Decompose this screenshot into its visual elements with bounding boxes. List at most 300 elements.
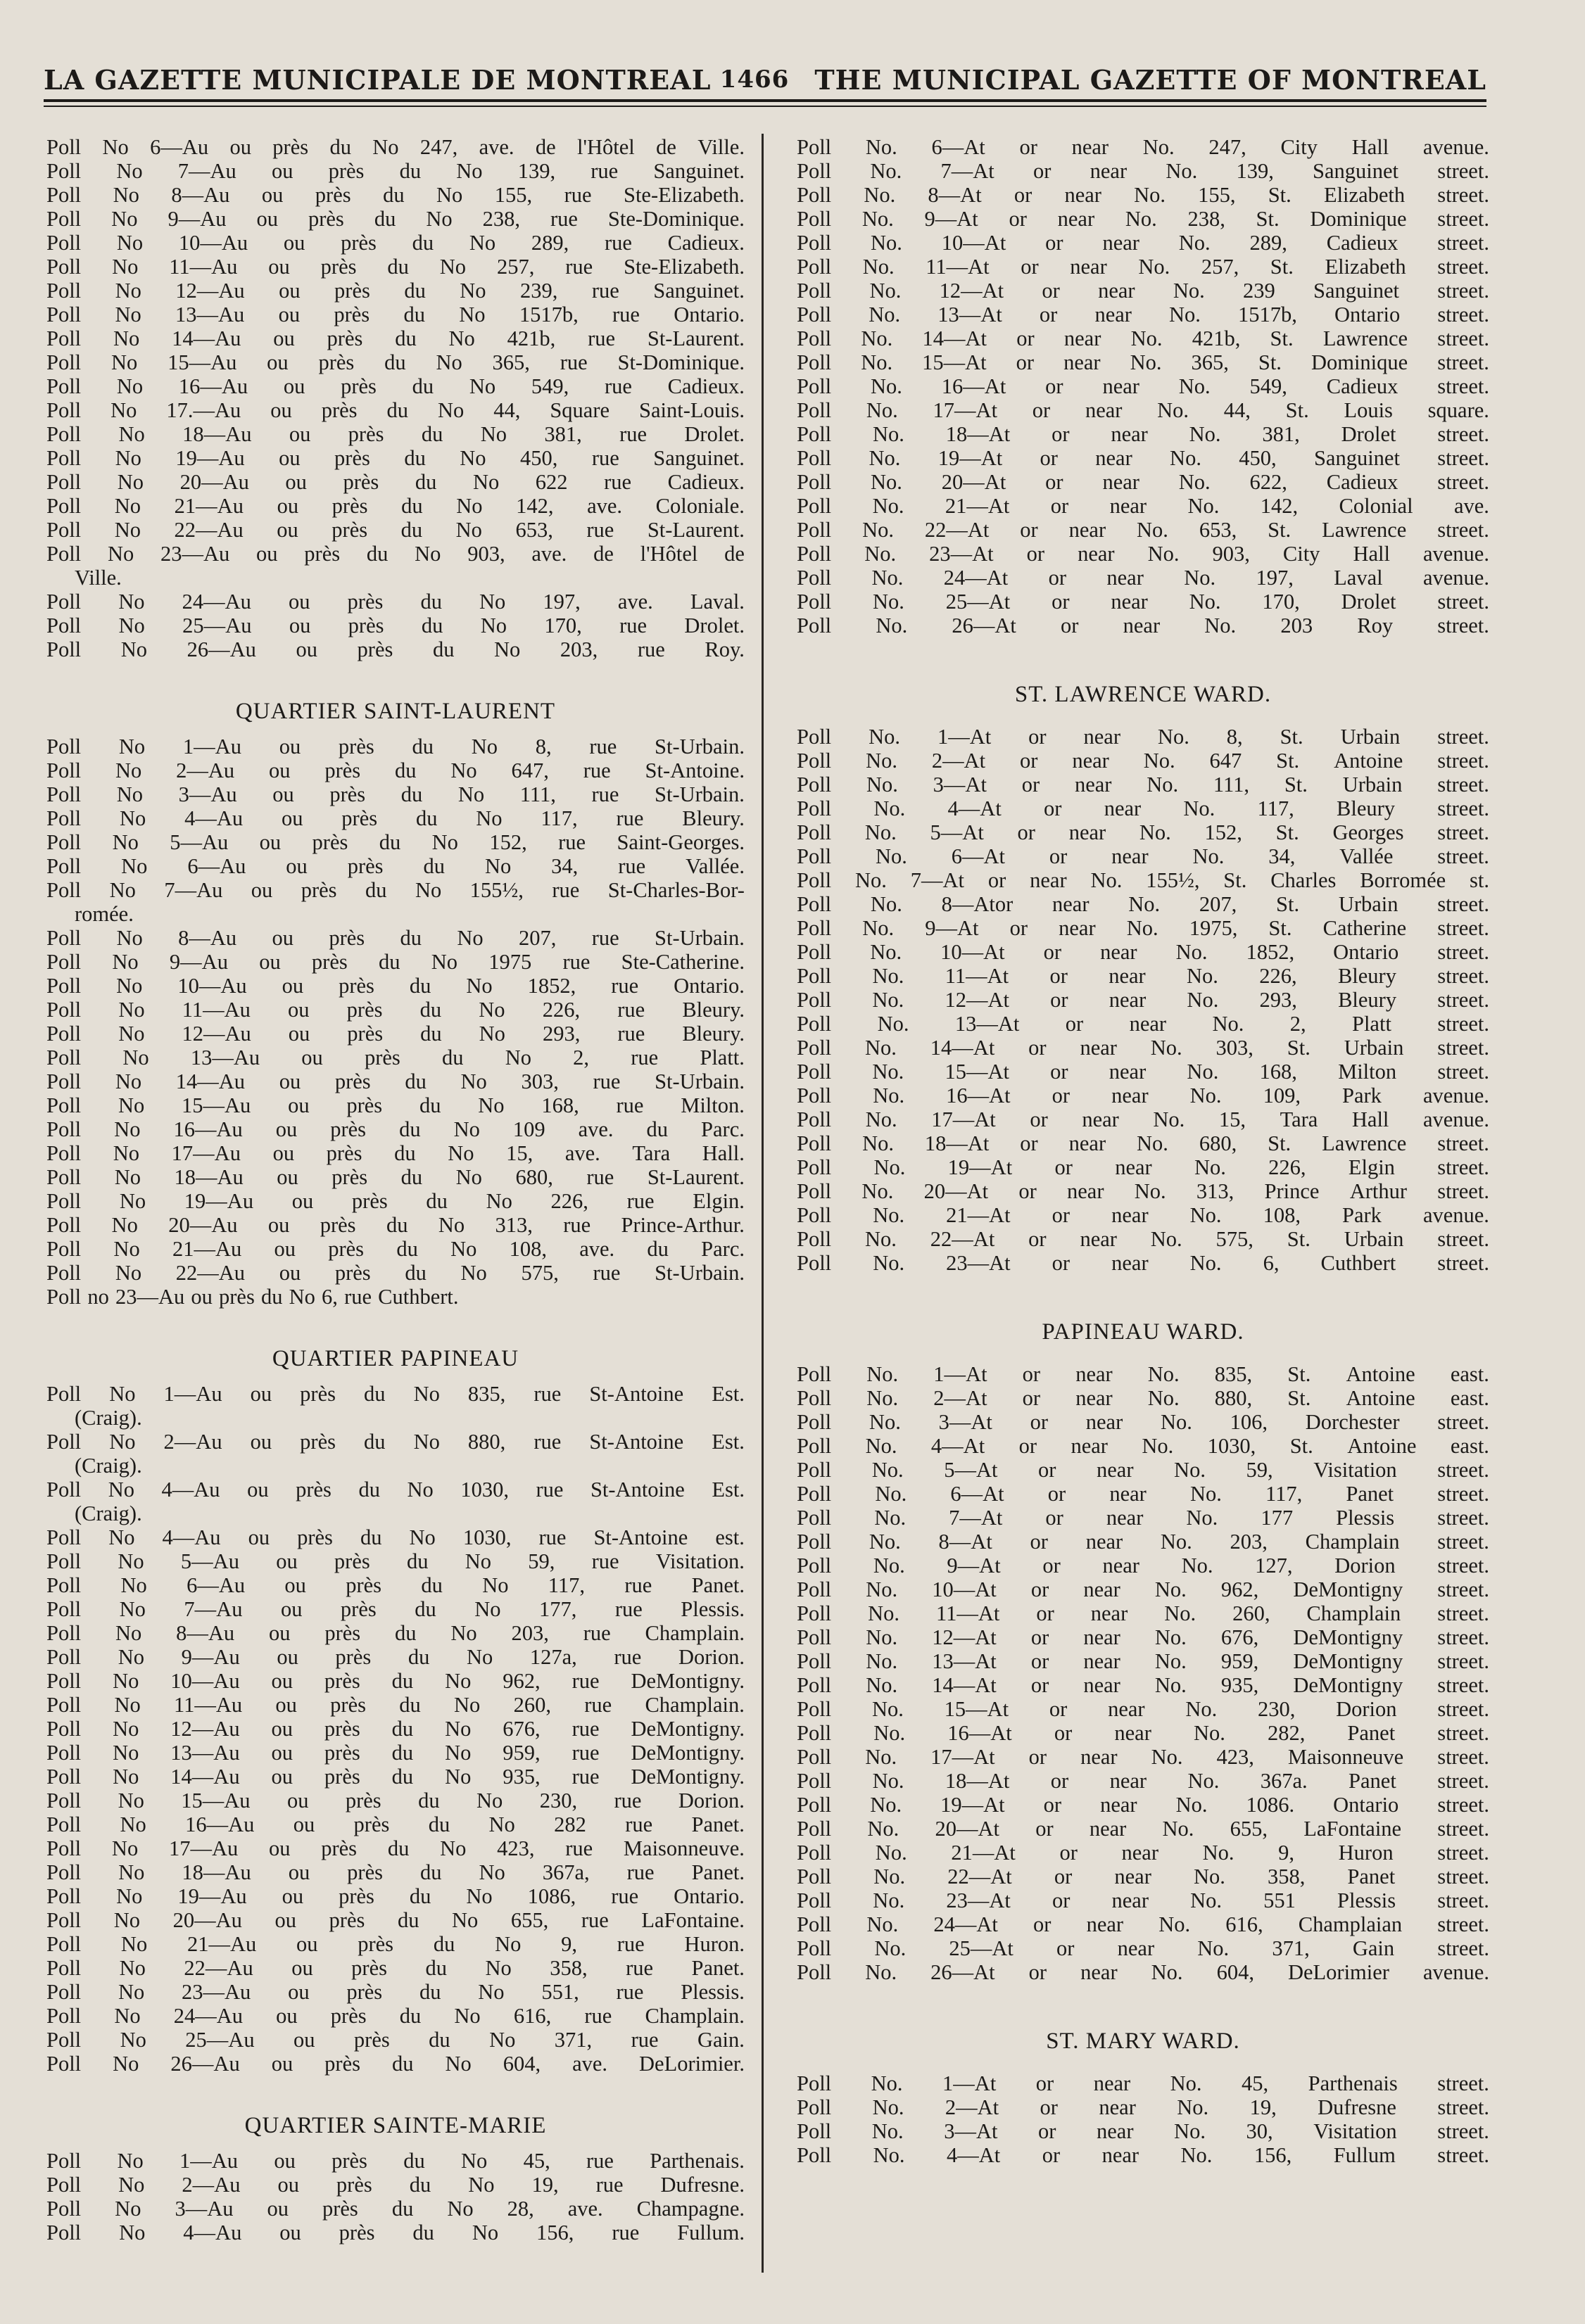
poll-entry bbox=[46, 1669, 745, 1693]
poll-entry-text: Poll No 26—Au ou près du No 604, ave. DeLorimier. bbox=[46, 2052, 745, 2076]
poll-entry-text: Poll No. 16—At or near No. 282, Panet street. bbox=[797, 1721, 1489, 1745]
poll-entry-text: Poll No 9—Au ou près du No 238, rue Ste-Dominique. bbox=[46, 207, 745, 231]
poll-entry-text: Poll No. 16—At or near No. 549, Cadieux street. bbox=[797, 374, 1489, 398]
poll-entry bbox=[797, 1721, 1489, 1745]
poll-entry-text: Poll No. 4—At or near No. 1030, St. Antoine east. bbox=[797, 1434, 1489, 1458]
poll-entry bbox=[797, 1625, 1489, 1649]
poll-entry-text: Poll No. 13—At or near No. 959, DeMontigny street. bbox=[797, 1649, 1489, 1673]
section-title: QUARTIER PAPINEAU bbox=[272, 1346, 519, 1371]
header-title-english: THE MUNICIPAL GAZETTE OF MONTREAL bbox=[814, 63, 1486, 96]
poll-entry-text: Poll No 14—Au ou près du No 421b, rue St-Laurent. bbox=[46, 326, 745, 350]
page-header bbox=[44, 55, 1486, 104]
poll-entry-text: Poll No. 12—At or near No. 293, Bleury street. bbox=[797, 988, 1489, 1012]
poll-entry bbox=[46, 1285, 745, 1309]
poll-entry bbox=[797, 1554, 1489, 1577]
poll-entry-text: Poll No. 12—At or near No. 239 Sanguinet street. bbox=[797, 279, 1489, 303]
poll-entry bbox=[797, 374, 1489, 398]
poll-entry-text: Poll No. 15—At or near No. 230, Dorion street. bbox=[797, 1697, 1489, 1721]
poll-entry bbox=[46, 231, 745, 255]
poll-entry-text: Poll No. 14—At or near No. 303, St. Urbain street. bbox=[797, 1036, 1489, 1060]
poll-entry bbox=[797, 1036, 1489, 1060]
poll-entry bbox=[797, 470, 1489, 494]
poll-entry-text: Poll No. 3—At or near No. 106, Dorchester street. bbox=[797, 1410, 1489, 1434]
poll-entry bbox=[797, 303, 1489, 326]
poll-entry-text: Poll No 2—Au ou près du No 647, rue St-Antoine. bbox=[46, 758, 745, 782]
poll-entry-text: Poll No 16—Au ou près du No 109 ave. du Parc. bbox=[46, 1117, 745, 1141]
poll-entry-text: Poll No. 24—At or near No. 616, Champlaian street. bbox=[797, 1912, 1489, 1936]
poll-entry bbox=[46, 637, 745, 661]
poll-entry bbox=[797, 1530, 1489, 1554]
poll-entry bbox=[46, 446, 745, 470]
poll-entry bbox=[797, 1841, 1489, 1865]
poll-entry bbox=[46, 422, 745, 446]
poll-entry bbox=[797, 988, 1489, 1012]
poll-entry-text: Poll No. 1—At or near No. 835, St. Antoine east. bbox=[797, 1362, 1489, 1386]
poll-entry-text: Poll No 19—Au ou près du No 226, rue Elgin. bbox=[46, 1189, 745, 1213]
poll-entry bbox=[797, 1084, 1489, 1107]
poll-entry bbox=[46, 398, 745, 422]
poll-entry bbox=[797, 1506, 1489, 1530]
poll-entry bbox=[46, 1956, 745, 1980]
poll-entry bbox=[797, 1793, 1489, 1817]
poll-entry-text: Poll No. 12—At or near No. 676, DeMontigny street. bbox=[797, 1625, 1489, 1649]
poll-entry-text: Poll No 7—Au ou près du No 177, rue Plessis. bbox=[46, 1597, 745, 1621]
poll-entry-text: Poll No. 4—At or near No. 117, Bleury street. bbox=[797, 796, 1489, 820]
poll-entry-text: Poll No. 18—At or near No. 367a. Panet street. bbox=[797, 1769, 1489, 1793]
poll-entry-text: Poll No. 19—At or near No. 1086. Ontario street. bbox=[797, 1793, 1489, 1817]
poll-entry bbox=[46, 1645, 745, 1669]
poll-entry bbox=[46, 1213, 745, 1237]
poll-entry-text: Poll No. 13—At or near No. 1517b, Ontario street. bbox=[797, 303, 1489, 326]
poll-entry bbox=[797, 725, 1489, 749]
poll-entry-text: Poll No. 8—Ator near No. 207, St. Urbain street. bbox=[797, 892, 1489, 916]
poll-entry-text: Poll No 10—Au ou près du No 962, rue DeMontigny. bbox=[46, 1669, 745, 1693]
poll-entry bbox=[46, 542, 745, 590]
poll-entry-text: Poll No 3—Au ou près du No 111, rue St-Urbain. bbox=[46, 782, 745, 806]
poll-entry bbox=[46, 758, 745, 782]
poll-entry-continuation: Ville. bbox=[75, 566, 122, 590]
poll-entry-text: Poll No 18—Au ou près du No 367a, rue Panet. bbox=[46, 1860, 745, 1884]
poll-entry bbox=[46, 1117, 745, 1141]
poll-entry bbox=[797, 773, 1489, 796]
poll-entry bbox=[797, 231, 1489, 255]
poll-entry bbox=[46, 782, 745, 806]
poll-entry-text: Poll No. 19—At or near No. 226, Elgin street. bbox=[797, 1155, 1489, 1179]
poll-entry bbox=[797, 1912, 1489, 1936]
poll-entry bbox=[797, 326, 1489, 350]
poll-entry-text: Poll No 25—Au ou près du No 170, rue Drolet. bbox=[46, 614, 745, 637]
poll-entry-text: Poll No. 1—At or near No. 8, St. Urbain street. bbox=[797, 725, 1489, 749]
poll-entry bbox=[46, 1022, 745, 1046]
poll-entry-text: Poll No 13—Au ou près du No 1517b, rue Ontario. bbox=[46, 303, 745, 326]
header-rule-thin bbox=[44, 106, 1486, 107]
poll-entry bbox=[46, 854, 745, 878]
poll-entry-text: Poll No 21—Au ou près du No 9, rue Huron. bbox=[46, 1932, 745, 1956]
poll-entry-text: Poll No. 13—At or near No. 2, Platt street. bbox=[797, 1012, 1489, 1036]
poll-entry bbox=[797, 796, 1489, 820]
poll-entry-text: Poll No 15—Au ou près du No 365, rue St-Dominique. bbox=[46, 350, 745, 374]
poll-entry-text: Poll No 9—Au ou près du No 1975 rue Ste-Catherine. bbox=[46, 950, 745, 974]
poll-entry-text: Poll No 8—Au ou près du No 207, rue St-Urbain. bbox=[46, 926, 745, 950]
poll-entry-text: Poll No. 14—At or near No. 935, DeMontigny street. bbox=[797, 1673, 1489, 1697]
poll-entry bbox=[797, 590, 1489, 614]
poll-entry-text: Poll No. 19—At or near No. 450, Sanguinet street. bbox=[797, 446, 1489, 470]
poll-entry-text: Poll No. 1—At or near No. 45, Parthenais street. bbox=[797, 2071, 1489, 2095]
poll-entry-text: Poll No. 21—At or near No. 9, Huron street. bbox=[797, 1841, 1489, 1865]
header-rule bbox=[44, 99, 1486, 102]
poll-entry-text: Poll No. 4—At or near No. 156, Fullum street. bbox=[797, 2143, 1489, 2167]
poll-entry-text: Poll No. 22—At or near No. 575, St. Urbain street. bbox=[797, 1227, 1489, 1251]
poll-entry-text: Poll No. 25—At or near No. 170, Drolet street. bbox=[797, 590, 1489, 614]
poll-entry-text: Poll No 24—Au ou près du No 616, rue Champlain. bbox=[46, 2004, 745, 2028]
poll-entry-text: Poll No 26—Au ou près du No 203, rue Roy. bbox=[46, 637, 745, 661]
poll-entry bbox=[46, 2052, 745, 2076]
poll-entry-text: Poll No. 18—At or near No. 680, St. Lawrence street. bbox=[797, 1131, 1489, 1155]
poll-entry bbox=[46, 735, 745, 758]
poll-entry bbox=[797, 1458, 1489, 1482]
poll-entry-text: Poll No 17—Au ou près du No 15, ave. Tara Hall. bbox=[46, 1141, 745, 1165]
poll-entry bbox=[797, 2071, 1489, 2095]
poll-entry bbox=[797, 1362, 1489, 1386]
poll-entry bbox=[797, 844, 1489, 868]
poll-entry-text: Poll No 19—Au ou près du No 1086, rue Ontario. bbox=[46, 1884, 745, 1908]
poll-entry bbox=[46, 926, 745, 950]
poll-entry bbox=[46, 183, 745, 207]
poll-entry-text: Poll No 12—Au ou près du No 239, rue Sanguinet. bbox=[46, 279, 745, 303]
poll-entry-text: Poll No 6—Au ou près du No 247, ave. de l'Hôtel de Ville. bbox=[46, 135, 745, 159]
poll-entry-text: Poll No. 11—At or near No. 257, St. Elizabeth street. bbox=[797, 255, 1489, 279]
poll-entry-text: Poll No 22—Au ou près du No 653, rue St-Laurent. bbox=[46, 518, 745, 542]
poll-entry-text: Poll No 14—Au ou près du No 935, rue DeMontigny. bbox=[46, 1765, 745, 1789]
poll-entry bbox=[46, 374, 745, 398]
poll-entry-text: Poll No. 10—At or near No. 962, DeMontigny street. bbox=[797, 1577, 1489, 1601]
poll-entry bbox=[46, 2149, 745, 2173]
english-column bbox=[797, 135, 1489, 2167]
poll-entry-text: Poll No 5—Au ou près du No 59, rue Visitation. bbox=[46, 1549, 745, 1573]
poll-entry-text: Poll No. 7—At or near No. 177 Plessis street. bbox=[797, 1506, 1489, 1530]
poll-entry-text: Poll No 17—Au ou près du No 423, rue Maisonneuve. bbox=[46, 1836, 745, 1860]
poll-entry-text: Poll No. 8—At or near No. 155, St. Elizabeth street. bbox=[797, 183, 1489, 207]
poll-entry-text: Poll No 16—Au ou près du No 282 rue Panet. bbox=[46, 1812, 745, 1836]
poll-entry-text: Poll No 22—Au ou près du No 575, rue St-Urbain. bbox=[46, 1261, 745, 1285]
poll-entry-text: Poll No. 6—At or near No. 34, Vallée street. bbox=[797, 844, 1489, 868]
poll-entry bbox=[46, 1237, 745, 1261]
poll-entry-text: Poll No. 23—At or near No. 6, Cuthbert street. bbox=[797, 1251, 1489, 1275]
poll-entry bbox=[46, 1860, 745, 1884]
header-title-french: LA GAZETTE MUNICIPALE DE MONTREAL bbox=[44, 63, 712, 96]
poll-entry bbox=[46, 1765, 745, 1789]
poll-entry-text: Poll No 15—Au ou près du No 168, rue Milton. bbox=[46, 1093, 745, 1117]
poll-entry-text: Poll No. 9—At or near No. 127, Dorion street. bbox=[797, 1554, 1489, 1577]
poll-entry bbox=[46, 1525, 745, 1549]
poll-entry bbox=[797, 1745, 1489, 1769]
poll-entry bbox=[797, 1179, 1489, 1203]
poll-entry bbox=[797, 1203, 1489, 1227]
poll-entry bbox=[46, 1908, 745, 1932]
poll-entry bbox=[797, 398, 1489, 422]
poll-entry bbox=[46, 1836, 745, 1860]
poll-entry bbox=[46, 1884, 745, 1908]
poll-entry-text: Poll No 11—Au ou près du No 260, rue Champlain. bbox=[46, 1693, 745, 1717]
poll-entry-continuation: (Craig). bbox=[75, 1501, 142, 1525]
poll-entry bbox=[797, 422, 1489, 446]
poll-entry bbox=[46, 1046, 745, 1069]
poll-entry bbox=[797, 820, 1489, 844]
poll-entry bbox=[46, 590, 745, 614]
poll-entry-text: Poll no 23—Au ou près du No 6, rue Cuthbert. bbox=[46, 1285, 459, 1309]
poll-entry-text: Poll No 1—Au ou près du No 835, rue St-Antoine Est. bbox=[46, 1382, 745, 1406]
poll-entry bbox=[797, 2095, 1489, 2119]
poll-entry-text: Poll No 10—Au ou près du No 1852, rue Ontario. bbox=[46, 974, 745, 998]
poll-entry bbox=[797, 1482, 1489, 1506]
french-column bbox=[46, 135, 745, 2244]
poll-entry bbox=[46, 878, 745, 926]
poll-entry-text: Poll No 8—Au ou près du No 155, rue Ste-Elizabeth. bbox=[46, 183, 745, 207]
poll-entry bbox=[797, 964, 1489, 988]
poll-entry-text: Poll No 17.—Au ou près du No 44, Square Saint-Louis. bbox=[46, 398, 745, 422]
poll-entry-text: Poll No 18—Au ou près du No 381, rue Drolet. bbox=[46, 422, 745, 446]
poll-entry-text: Poll No. 20—At or near No. 313, Prince Arthur street. bbox=[797, 1179, 1489, 1203]
poll-entry bbox=[797, 279, 1489, 303]
poll-entry bbox=[46, 1932, 745, 1956]
poll-entry bbox=[797, 1012, 1489, 1036]
poll-entry bbox=[46, 974, 745, 998]
poll-entry-text: Poll No 1—Au ou près du No 8, rue St-Urbain. bbox=[46, 735, 745, 758]
poll-entry bbox=[46, 1573, 745, 1597]
poll-entry-text: Poll No. 20—At or near No. 622, Cadieux street. bbox=[797, 470, 1489, 494]
poll-entry bbox=[797, 542, 1489, 566]
poll-entry bbox=[46, 998, 745, 1022]
poll-entry bbox=[46, 806, 745, 830]
poll-entry bbox=[797, 1155, 1489, 1179]
poll-entry-text: Poll No. 9—At or near No. 1975, St. Catherine street. bbox=[797, 916, 1489, 940]
poll-entry bbox=[797, 350, 1489, 374]
poll-entry-text: Poll No. 24—At or near No. 197, Laval avenue. bbox=[797, 566, 1489, 590]
poll-entry bbox=[797, 566, 1489, 590]
poll-entry bbox=[797, 1649, 1489, 1673]
poll-entry bbox=[46, 2197, 745, 2221]
poll-entry bbox=[46, 1741, 745, 1765]
poll-entry-text: Poll No 16—Au ou près du No 549, rue Cadieux. bbox=[46, 374, 745, 398]
poll-entry-text: Poll No 24—Au ou près du No 197, ave. Laval. bbox=[46, 590, 745, 614]
poll-entry bbox=[46, 1141, 745, 1165]
poll-entry-text: Poll No. 20—At or near No. 655, LaFontaine street. bbox=[797, 1817, 1489, 1841]
poll-entry-text: Poll No 21—Au ou près du No 108, ave. du Parc. bbox=[46, 1237, 745, 1261]
poll-entry-text: Poll No. 11—At or near No. 226, Bleury street. bbox=[797, 964, 1489, 988]
poll-entry bbox=[797, 2119, 1489, 2143]
poll-entry-text: Poll No. 16—At or near No. 109, Park avenue. bbox=[797, 1084, 1489, 1107]
poll-entry-text: Poll No 15—Au ou près du No 230, rue Dorion. bbox=[46, 1789, 745, 1812]
poll-entry bbox=[46, 1597, 745, 1621]
poll-entry bbox=[797, 940, 1489, 964]
poll-entry bbox=[46, 2028, 745, 2052]
poll-entry-text: Poll No. 25—At or near No. 371, Gain street. bbox=[797, 1936, 1489, 1960]
poll-entry-text: Poll No 19—Au ou près du No 450, rue Sanguinet. bbox=[46, 446, 745, 470]
column-divider bbox=[762, 134, 764, 2273]
poll-entry-text: Poll No. 17—At or near No. 423, Maisonneuve street. bbox=[797, 1745, 1489, 1769]
poll-entry-text: Poll No 20—Au ou près du No 313, rue Prince-Arthur. bbox=[46, 1213, 745, 1237]
poll-entry bbox=[46, 1980, 745, 2004]
poll-entry bbox=[797, 2143, 1489, 2167]
poll-entry bbox=[46, 255, 745, 279]
poll-entry bbox=[797, 868, 1489, 892]
poll-entry-text: Poll No 11—Au ou près du No 257, rue Ste-Elizabeth. bbox=[46, 255, 745, 279]
section-title: QUARTIER SAINTE-MARIE bbox=[244, 2113, 547, 2138]
poll-entry bbox=[46, 303, 745, 326]
poll-entry-text: Poll No. 3—At or near No. 30, Visitation street. bbox=[797, 2119, 1489, 2143]
poll-entry bbox=[46, 1478, 745, 1525]
poll-entry-text: Poll No 8—Au ou près du No 203, rue Champlain. bbox=[46, 1621, 745, 1645]
poll-entry-text: Poll No 1—Au ou près du No 45, rue Parthenais. bbox=[46, 2149, 745, 2173]
poll-entry-text: Poll No. 6—At or near No. 247, City Hall avenue. bbox=[797, 135, 1489, 159]
poll-entry-text: Poll No 20—Au ou près du No 622 rue Cadieux. bbox=[46, 470, 745, 494]
poll-entry bbox=[797, 1131, 1489, 1155]
poll-entry bbox=[46, 1693, 745, 1717]
section-title: ST. LAWRENCE WARD. bbox=[1014, 682, 1272, 707]
poll-entry bbox=[797, 1817, 1489, 1841]
poll-entry-text: Poll No. 23—At or near No. 903, City Hall avenue. bbox=[797, 542, 1489, 566]
poll-entry-text: Poll No. 7—At or near No. 139, Sanguinet street. bbox=[797, 159, 1489, 183]
poll-entry bbox=[797, 1386, 1489, 1410]
poll-entry-text: Poll No 14—Au ou près du No 303, rue St-Urbain. bbox=[46, 1069, 745, 1093]
poll-entry bbox=[797, 916, 1489, 940]
poll-entry-text: Poll No 5—Au ou près du No 152, rue Saint-Georges. bbox=[46, 830, 745, 854]
poll-entry bbox=[46, 1189, 745, 1213]
poll-entry-text: Poll No 3—Au ou près du No 28, ave. Champagne. bbox=[46, 2197, 745, 2221]
poll-entry bbox=[46, 1382, 745, 1430]
poll-entry bbox=[797, 1888, 1489, 1912]
poll-entry bbox=[797, 1960, 1489, 1984]
poll-entry bbox=[797, 1107, 1489, 1131]
poll-entry-text: Poll No 4—Au ou près du No 1030, rue St-Antoine est. bbox=[46, 1525, 745, 1549]
poll-entry bbox=[46, 207, 745, 231]
poll-entry-text: Poll No 4—Au ou près du No 156, rue Fullum. bbox=[46, 2221, 745, 2244]
poll-entry-text: Poll No. 21—At or near No. 108, Park avenue. bbox=[797, 1203, 1489, 1227]
poll-entry-text: Poll No 4—Au ou près du No 117, rue Bleury. bbox=[46, 806, 745, 830]
poll-entry-text: Poll No 11—Au ou près du No 226, rue Bleury. bbox=[46, 998, 745, 1022]
poll-entry bbox=[46, 1093, 745, 1117]
poll-entry bbox=[46, 494, 745, 518]
poll-entry-continuation: romée. bbox=[75, 902, 134, 926]
poll-entry bbox=[46, 614, 745, 637]
poll-entry-text: Poll No. 2—At or near No. 19, Dufresne street. bbox=[797, 2095, 1489, 2119]
poll-entry-text: Poll No. 15—At or near No. 365, St. Dominique street. bbox=[797, 350, 1489, 374]
poll-entry-text: Poll No. 14—At or near No. 421b, St. Lawrence street. bbox=[797, 326, 1489, 350]
poll-entry-text: Poll No. 10—At or near No. 289, Cadieux street. bbox=[797, 231, 1489, 255]
poll-entry bbox=[46, 1717, 745, 1741]
poll-entry bbox=[797, 135, 1489, 159]
poll-entry-text: Poll No. 3—At or near No. 111, St. Urbain street. bbox=[797, 773, 1489, 796]
poll-entry bbox=[46, 279, 745, 303]
poll-entry-text: Poll No 6—Au ou près du No 117, rue Panet. bbox=[46, 1573, 745, 1597]
poll-entry-text: Poll No. 21—At or near No. 142, Colonial ave. bbox=[797, 494, 1489, 518]
poll-entry bbox=[46, 1789, 745, 1812]
poll-entry-text: Poll No. 26—At or near No. 203 Roy street. bbox=[797, 614, 1489, 637]
poll-entry-text: Poll No 7—Au ou près du No 139, rue Sanguinet. bbox=[46, 159, 745, 183]
poll-entry-text: Poll No 13—Au ou près du No 959, rue DeMontigny. bbox=[46, 1741, 745, 1765]
poll-entry-text: Poll No. 2—At or near No. 647 St. Antoine street. bbox=[797, 749, 1489, 773]
poll-entry bbox=[797, 494, 1489, 518]
poll-entry bbox=[46, 2173, 745, 2197]
poll-entry-text: Poll No. 6—At or near No. 117, Panet street. bbox=[797, 1482, 1489, 1506]
section-title: ST. MARY WARD. bbox=[1046, 2028, 1240, 2054]
poll-entry bbox=[797, 207, 1489, 231]
poll-entry bbox=[46, 830, 745, 854]
poll-entry bbox=[797, 446, 1489, 470]
poll-entry bbox=[46, 518, 745, 542]
poll-entry bbox=[797, 1060, 1489, 1084]
poll-entry-text: Poll No. 5—At or near No. 59, Visitation street. bbox=[797, 1458, 1489, 1482]
poll-entry-text: Poll No. 23—At or near No. 551 Plessis street. bbox=[797, 1888, 1489, 1912]
poll-entry bbox=[46, 350, 745, 374]
poll-entry-text: Poll No 7—Au ou près du No 155½, rue St-Charles-Bor- bbox=[46, 878, 745, 902]
poll-entry bbox=[797, 1410, 1489, 1434]
poll-entry-text: Poll No 18—Au ou près du No 680, rue St-Laurent. bbox=[46, 1165, 745, 1189]
poll-entry bbox=[46, 950, 745, 974]
poll-entry-continuation: (Craig). bbox=[75, 1454, 142, 1478]
poll-entry-text: Poll No. 15—At or near No. 168, Milton street. bbox=[797, 1060, 1489, 1084]
poll-entry-text: Poll No 12—Au ou près du No 676, rue DeMontigny. bbox=[46, 1717, 745, 1741]
poll-entry-text: Poll No. 18—At or near No. 381, Drolet street. bbox=[797, 422, 1489, 446]
poll-entry bbox=[797, 1434, 1489, 1458]
poll-entry-text: Poll No. 2—At or near No. 880, St. Antoine east. bbox=[797, 1386, 1489, 1410]
section-title: QUARTIER SAINT-LAURENT bbox=[235, 699, 556, 724]
poll-entry-text: Poll No 9—Au ou près du No 127a, rue Dorion. bbox=[46, 1645, 745, 1669]
poll-entry-text: Poll No. 9—At or near No. 238, St. Dominique street. bbox=[797, 207, 1489, 231]
poll-entry bbox=[46, 1430, 745, 1478]
poll-entry-text: Poll No 21—Au ou près du No 142, ave. Coloniale. bbox=[46, 494, 745, 518]
poll-entry bbox=[797, 1697, 1489, 1721]
poll-entry bbox=[797, 1227, 1489, 1251]
poll-entry bbox=[46, 2004, 745, 2028]
section-title: PAPINEAU WARD. bbox=[1042, 1319, 1244, 1345]
poll-entry bbox=[46, 1261, 745, 1285]
poll-entry bbox=[46, 470, 745, 494]
poll-entry-text: Poll No 4—Au ou près du No 1030, rue St-Antoine Est. bbox=[46, 1478, 745, 1501]
page-number: 1466 bbox=[719, 65, 790, 94]
poll-entry-text: Poll No. 7—At or near No. 155½, St. Charles Borromée st. bbox=[797, 868, 1489, 892]
poll-entry-text: Poll No. 11—At or near No. 260, Champlain street. bbox=[797, 1601, 1489, 1625]
poll-entry bbox=[797, 518, 1489, 542]
poll-entry bbox=[797, 749, 1489, 773]
poll-entry-text: Poll No. 26—At or near No. 604, DeLorimier avenue. bbox=[797, 1960, 1489, 1984]
poll-entry-text: Poll No. 8—At or near No. 203, Champlain street. bbox=[797, 1530, 1489, 1554]
poll-entry-continuation: (Craig). bbox=[75, 1406, 142, 1430]
poll-entry bbox=[797, 255, 1489, 279]
poll-entry-text: Poll No 20—Au ou près du No 655, rue LaFontaine. bbox=[46, 1908, 745, 1932]
poll-entry bbox=[797, 1936, 1489, 1960]
poll-entry bbox=[797, 1673, 1489, 1697]
poll-entry bbox=[46, 1549, 745, 1573]
poll-entry bbox=[797, 892, 1489, 916]
poll-entry bbox=[46, 159, 745, 183]
poll-entry bbox=[46, 1621, 745, 1645]
poll-entry-text: Poll No 23—Au ou près du No 903, ave. de l'Hôtel de bbox=[46, 542, 745, 566]
poll-entry-text: Poll No 2—Au ou près du No 19, rue Dufresne. bbox=[46, 2173, 745, 2197]
poll-entry bbox=[46, 1812, 745, 1836]
poll-entry-text: Poll No 13—Au ou près du No 2, rue Platt. bbox=[46, 1046, 745, 1069]
poll-entry bbox=[46, 2221, 745, 2244]
poll-entry-text: Poll No. 10—At or near No. 1852, Ontario street. bbox=[797, 940, 1489, 964]
poll-entry bbox=[46, 1069, 745, 1093]
poll-entry bbox=[797, 159, 1489, 183]
poll-entry-text: Poll No 25—Au ou près du No 371, rue Gain. bbox=[46, 2028, 745, 2052]
poll-entry bbox=[797, 1251, 1489, 1275]
poll-entry-text: Poll No 23—Au ou près du No 551, rue Plessis. bbox=[46, 1980, 745, 2004]
poll-entry-text: Poll No 10—Au ou près du No 289, rue Cadieux. bbox=[46, 231, 745, 255]
poll-entry bbox=[46, 135, 745, 159]
poll-entry-text: Poll No. 22—At or near No. 358, Panet street. bbox=[797, 1865, 1489, 1888]
